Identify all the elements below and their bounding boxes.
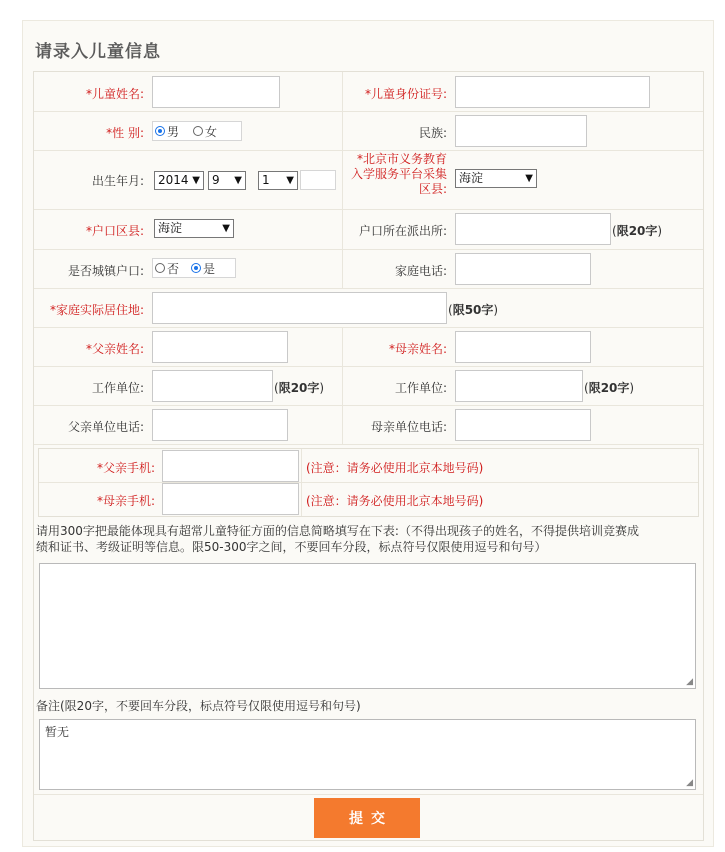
address-input[interactable] [152,292,447,324]
father-mobile-input[interactable] [162,450,299,482]
resize-grip-icon[interactable]: ◢ [686,677,693,687]
mother-work-phone-label: 母亲单位电话: [370,420,447,434]
child-name-label: *儿童姓名: [85,87,144,101]
child-id-label: *儿童身份证号: [364,87,447,101]
description-prompt: 请用300字把最能体现具有超常儿童特征方面的信息简略填写在下表:（不得出现孩子的姓名，不得提供培训竞赛成 绩和证书、考级证明等信息。限50-300字之间，不要回车分段，标点符号仅限使用逗号和句号） [36,524,639,554]
address-label: *家庭实际居住地: [49,303,144,317]
child-info-form [33,71,704,841]
gender-male-radio[interactable] [155,126,165,136]
row-birth [34,150,703,210]
father-mobile-label: *父亲手机: [96,461,155,475]
urban-hukou-no-radio[interactable] [155,263,165,273]
police-station-limit: (限20字) [612,224,663,238]
submit-button[interactable]: 提交 [314,798,420,838]
gender-female-label: 女 [205,124,218,139]
hukou-district-label: *户口区县: [85,224,144,238]
father-work-phone-label: 父亲单位电话: [67,420,144,434]
resize-grip-icon[interactable]: ◢ [686,778,693,788]
chevron-down-icon: ▼ [222,223,230,234]
father-mobile-note: (注意：请务必使用北京本地号码) [306,461,484,475]
urban-hukou-radio-group [152,258,236,278]
mother-mobile-input[interactable] [162,483,299,515]
birth-day-select[interactable]: 1 ▼ [258,171,298,190]
police-station-input[interactable] [455,213,611,245]
hukou-district-select[interactable]: 海淀 ▼ [154,219,234,238]
mobile-frame [38,448,699,517]
page-title: 请录入儿童信息 [35,42,161,62]
mother-mobile-label: *母亲手机: [96,494,155,508]
row-work-phones [34,405,703,445]
ethnicity-label: 民族: [418,126,447,140]
remark-prompt: 备注(限20字，不要回车分段，标点符号仅限使用逗号和句号) [36,699,361,713]
father-name-input[interactable] [152,331,288,363]
urban-hukou-yes-radio[interactable] [191,263,201,273]
address-limit: (限50字) [448,303,499,317]
home-phone-label: 家庭电话: [394,264,447,278]
father-work-label: 工作单位: [91,381,144,395]
urban-hukou-yes-label: 是 [203,261,216,276]
mother-mobile-note: (注意：请务必使用北京本地号码) [306,494,484,508]
row-work-units [34,366,703,406]
mother-work-phone-input[interactable] [455,409,591,441]
gender-male-label: 男 [167,124,180,139]
urban-hukou-label: 是否城镇户口: [67,264,144,278]
row-address [34,288,703,328]
gender-female-radio[interactable] [193,126,203,136]
platform-district-select[interactable]: 海淀 ▼ [455,169,537,188]
row-mother-mobile [39,483,698,516]
child-id-input[interactable] [455,76,650,108]
home-phone-input[interactable] [455,253,591,285]
birth-month-select[interactable]: 9 ▼ [208,171,246,190]
birth-extra-box [300,170,336,190]
ethnicity-input[interactable] [455,115,587,147]
father-work-phone-input[interactable] [152,409,288,441]
mother-name-input[interactable] [455,331,591,363]
chevron-down-icon: ▼ [525,173,533,184]
row-urban-hukou [34,249,703,289]
father-work-limit: (限20字) [274,381,325,395]
father-work-input[interactable] [152,370,273,402]
gender-radio-group [152,121,242,141]
child-name-input[interactable] [152,76,280,108]
row-hukou [34,209,703,250]
police-station-label: 户口所在派出所: [358,224,447,238]
mother-work-input[interactable] [455,370,583,402]
mother-work-limit: (限20字) [584,381,635,395]
row-father-mobile [39,449,698,483]
mother-name-label: *母亲姓名: [388,342,447,356]
row-parent-names [34,327,703,367]
remark-textarea[interactable]: 暂无 ◢ [39,719,696,790]
platform-district-label: *北京市义务教育 入学服务平台采集 区县: [350,152,447,196]
row-gender [34,111,703,151]
urban-hukou-no-label: 否 [167,261,180,276]
chevron-down-icon: ▼ [192,175,200,186]
chevron-down-icon: ▼ [234,175,242,186]
father-name-label: *父亲姓名: [85,342,144,356]
description-textarea[interactable] [39,563,696,689]
form-panel [22,20,714,847]
row-child-name [34,72,703,112]
gender-label: *性 别: [106,126,144,140]
birth-year-select[interactable]: 2014 ▼ [154,171,204,190]
chevron-down-icon: ▼ [286,175,294,186]
birth-label: 出生年月: [91,174,144,188]
mother-work-label: 工作单位: [394,381,447,395]
